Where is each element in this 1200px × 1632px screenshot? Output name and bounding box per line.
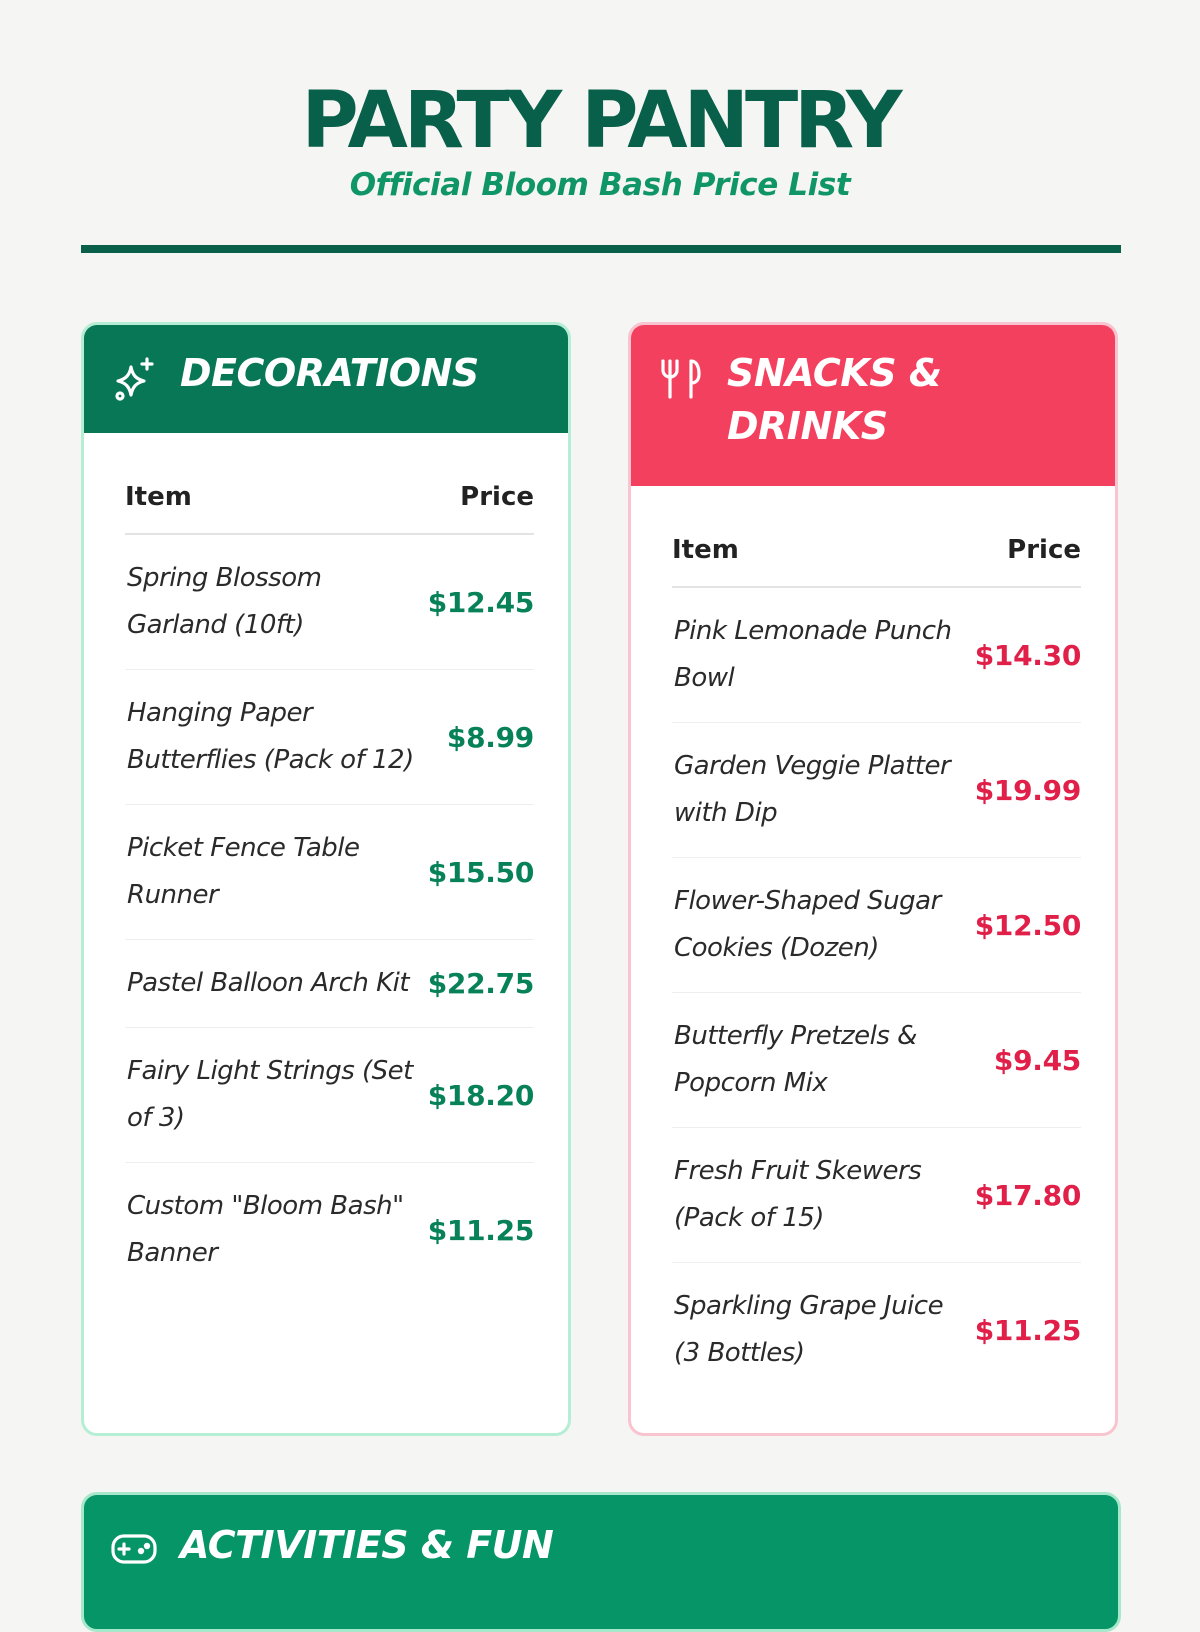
decorations-title: DECORATIONS — [180, 351, 479, 395]
item-name: Pink Lemonade Punch Bowl — [672, 587, 975, 723]
item-name: Fairy Light Strings (Set of 3) — [125, 1028, 428, 1163]
item-price: $12.45 — [428, 534, 534, 670]
page-title: PARTY PANTRY — [301, 76, 899, 166]
snacks-title: SNACKS & DRINKS — [727, 351, 942, 448]
snacks-header — [631, 325, 1115, 486]
activities-title: ACTIVITIES & FUN — [180, 1523, 554, 1567]
item-name: Fresh Fruit Skewers (Pack of 15) — [672, 1128, 975, 1263]
column-header-price: Price — [428, 461, 534, 534]
page-header — [0, 78, 1200, 204]
utensils-icon — [657, 355, 705, 403]
decorations-header — [84, 325, 568, 433]
table-header-row — [125, 461, 534, 534]
column-header-item: Item — [125, 461, 428, 534]
table-header-row — [672, 514, 1081, 587]
table-row — [125, 670, 534, 805]
table-row — [672, 993, 1081, 1128]
page-subtitle: Official Bloom Bash Price List — [349, 167, 851, 203]
item-price: $12.50 — [975, 858, 1081, 993]
column-header-price: Price — [975, 514, 1081, 587]
item-price: $14.30 — [975, 587, 1081, 723]
item-price: $22.75 — [428, 940, 534, 1028]
table-row — [672, 858, 1081, 993]
item-price: $9.45 — [975, 993, 1081, 1128]
item-price: $18.20 — [428, 1028, 534, 1163]
item-price: $19.99 — [975, 723, 1081, 858]
item-price: $11.25 — [427, 1213, 534, 1247]
decorations-card — [81, 322, 571, 1436]
item-price: $17.80 — [975, 1128, 1081, 1263]
table-row — [125, 940, 534, 1028]
item-name: Butterfly Pretzels & Popcorn Mix — [672, 993, 975, 1128]
snacks-card — [628, 322, 1118, 1436]
table-row — [125, 805, 534, 940]
item-name: Garden Veggie Platter with Dip — [672, 723, 975, 858]
item-name: Hanging Paper Butterflies (Pack of 12) — [125, 670, 428, 805]
table-row — [125, 1028, 534, 1163]
item-price: $8.99 — [428, 670, 534, 805]
item-name: Spring Blossom Garland (10ft) — [125, 534, 428, 670]
activities-card — [81, 1492, 1121, 1632]
item-name: Flower-Shaped Sugar Cookies (Dozen) — [672, 858, 975, 993]
item-price: $15.50 — [428, 805, 534, 940]
gamepad-icon — [110, 1525, 158, 1573]
item-name: Sparkling Grape Juice (3 Bottles) — [674, 1291, 944, 1368]
table-row — [672, 723, 1081, 858]
item-name: Pastel Balloon Arch Kit — [125, 940, 428, 1028]
table-row — [125, 534, 534, 670]
column-header-item: Item — [672, 514, 975, 587]
table-row — [672, 1263, 1081, 1398]
item-name: Custom "Bloom Bash" Banner — [127, 1191, 404, 1268]
item-price: $11.25 — [974, 1313, 1081, 1347]
sparkles-icon — [110, 355, 158, 403]
table-row — [672, 1128, 1081, 1263]
header-divider — [81, 245, 1121, 253]
snacks-table — [672, 514, 1081, 1397]
decorations-table — [125, 461, 534, 1297]
table-row — [672, 587, 1081, 723]
item-name: Picket Fence Table Runner — [125, 805, 428, 940]
table-row — [125, 1163, 534, 1298]
